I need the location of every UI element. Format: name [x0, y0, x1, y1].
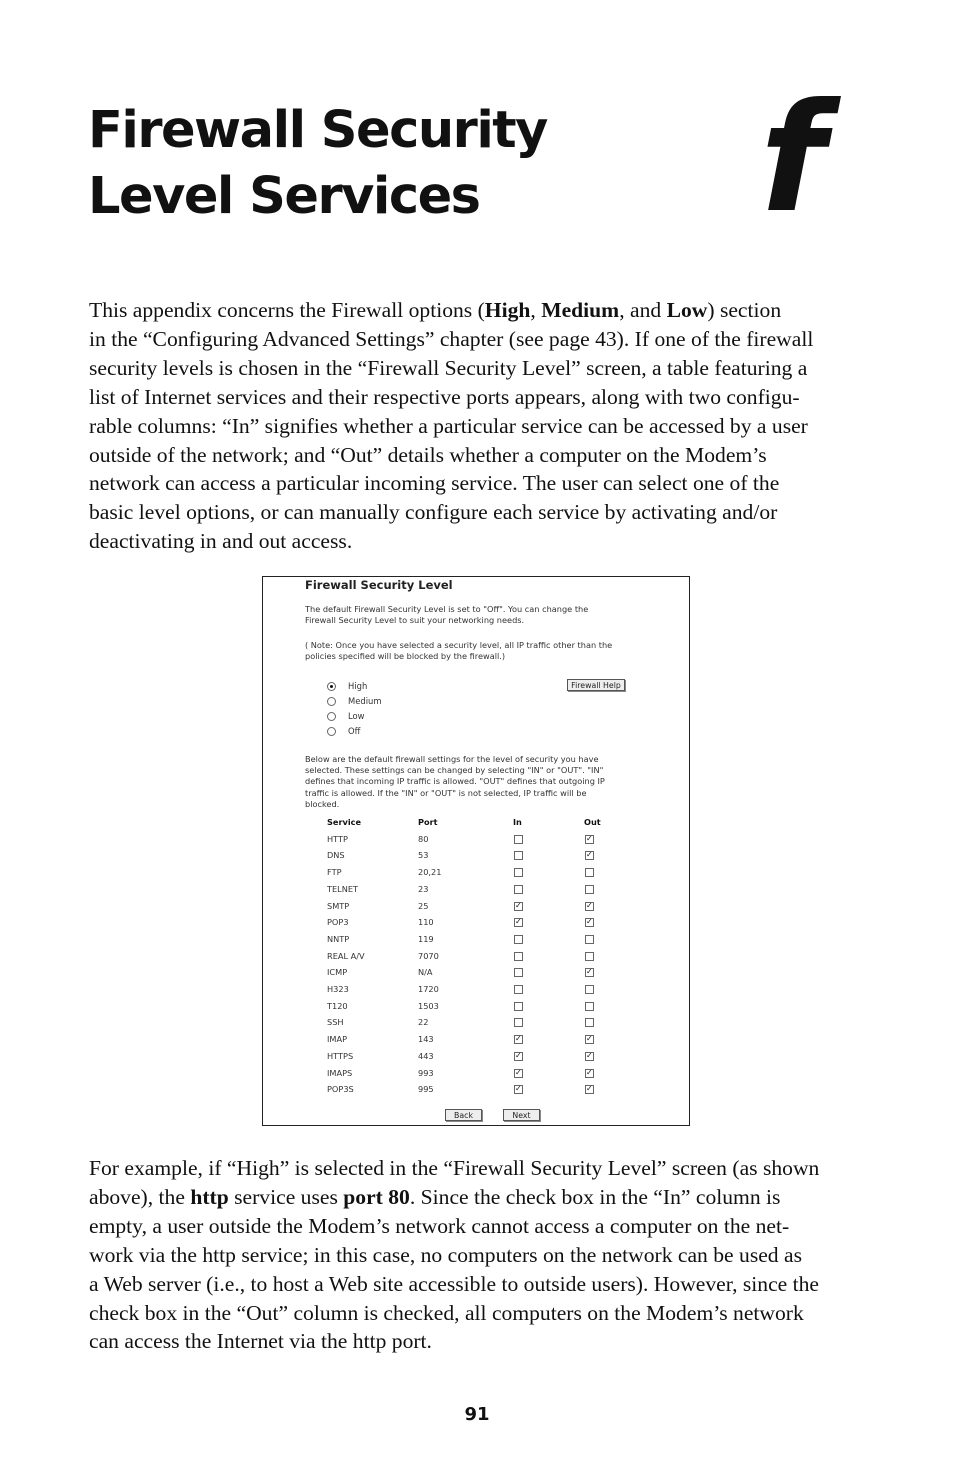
- screen-explanation: [305, 754, 605, 810]
- in-checkbox[interactable]: [514, 1035, 523, 1044]
- service-name: NNTP: [327, 933, 350, 944]
- note-line: policies specified will be blocked by the firewall.): [305, 651, 506, 662]
- service-port: 80: [418, 833, 429, 844]
- out-checkbox[interactable]: [585, 835, 594, 844]
- example-paragraph: [89, 1154, 879, 1356]
- radio-button[interactable]: [327, 727, 336, 736]
- out-checkbox[interactable]: [585, 968, 594, 977]
- service-port: 995: [418, 1084, 434, 1095]
- table-row: [327, 834, 627, 846]
- service-port: 119: [418, 933, 434, 944]
- service-port: 143: [418, 1034, 434, 1045]
- service-port: 20,21: [418, 867, 442, 878]
- in-checkbox[interactable]: [514, 1085, 523, 1094]
- text-run: in the “Configuring Advanced Settings” chapter (see page 43). If one of the firewall: [89, 326, 814, 351]
- text-line: [89, 296, 879, 325]
- service-name: FTP: [327, 867, 342, 878]
- out-checkbox[interactable]: [585, 868, 594, 877]
- out-checkbox[interactable]: [585, 885, 594, 894]
- desc-line: The default Firewall Security Level is set to "Off". You can change the: [305, 604, 589, 614]
- text-run: , and: [619, 298, 667, 322]
- text-run: service uses: [228, 1184, 344, 1209]
- table-row: [327, 934, 627, 946]
- text-run: . Since the check box in the “In” column is: [409, 1184, 781, 1209]
- text-run: network can access a particular incoming service. The user can select one of the: [89, 471, 780, 496]
- bold-term: http: [190, 1184, 229, 1209]
- service-name: REAL A/V: [327, 950, 365, 961]
- service-port: 7070: [418, 950, 439, 961]
- table-row: [327, 901, 627, 913]
- radio-low[interactable]: [327, 709, 365, 723]
- in-checkbox[interactable]: [514, 952, 523, 961]
- service-port: 1503: [418, 1000, 439, 1011]
- service-name: DNS: [327, 850, 345, 861]
- text-line: [89, 527, 879, 556]
- note-line: ( Note: Once you have selected a security level, all IP traffic other than the: [305, 640, 613, 650]
- radio-button[interactable]: [327, 712, 336, 721]
- chapter-title-line: Firewall Security: [88, 101, 547, 160]
- chapter-title: [88, 98, 547, 230]
- in-checkbox[interactable]: [514, 968, 523, 977]
- text-run: outside of the network; and “Out” details whether a computer on the Modem’s: [89, 442, 767, 467]
- service-port: 1720: [418, 984, 439, 994]
- col-port: Port: [418, 817, 438, 827]
- in-checkbox[interactable]: [514, 918, 523, 927]
- radio-label: High: [348, 681, 368, 691]
- text-line: [89, 383, 879, 412]
- desc-line: Firewall Security Level to suit your networking needs.: [305, 615, 525, 626]
- page-number: 91: [464, 1404, 490, 1425]
- out-checkbox[interactable]: [585, 1018, 594, 1027]
- text-run: check box in the “Out” column is checked, all computers on the Modem’s network: [89, 1300, 804, 1325]
- text-run: basic level options, or can manually configure each service by activating and/or: [89, 500, 778, 525]
- out-checkbox[interactable]: [585, 985, 594, 994]
- table-row: [327, 850, 627, 862]
- appendix-letter: f: [760, 72, 826, 246]
- text-line: [89, 1327, 879, 1356]
- col-service: Service: [327, 817, 362, 827]
- out-checkbox[interactable]: [585, 902, 594, 911]
- out-checkbox[interactable]: [585, 1002, 594, 1011]
- out-checkbox[interactable]: [585, 918, 594, 927]
- in-checkbox[interactable]: [514, 1018, 523, 1027]
- in-checkbox[interactable]: [514, 1052, 523, 1061]
- radio-label: Medium: [348, 696, 382, 706]
- text-line: [89, 469, 879, 498]
- text-run: deactivating in and out access.: [89, 529, 353, 554]
- text-run: list of Internet services and their respective ports appears, along with two configu-: [89, 384, 800, 409]
- service-name: IMAP: [327, 1034, 348, 1045]
- firewall-help-button[interactable]: Firewall Help: [567, 679, 625, 691]
- text-run: This appendix concerns the Firewall options (: [89, 298, 485, 322]
- service-name: HTTPS: [327, 1050, 354, 1061]
- col-out: Out: [584, 817, 601, 827]
- table-row: [327, 1017, 627, 1029]
- in-checkbox[interactable]: [514, 902, 523, 911]
- out-checkbox[interactable]: [585, 935, 594, 944]
- service-port: 22: [418, 1017, 429, 1028]
- service-name: TELNET: [327, 883, 359, 894]
- in-checkbox[interactable]: [514, 1002, 523, 1011]
- firewall-screenshot: [262, 576, 690, 1126]
- screen-note: [305, 640, 612, 662]
- radio-label: Low: [348, 711, 365, 721]
- table-row: [327, 1001, 627, 1013]
- service-name: ICMP: [327, 967, 348, 978]
- next-button[interactable]: Next: [503, 1109, 540, 1121]
- table-row: [327, 1084, 627, 1096]
- text-run: a Web server (i.e., to host a Web site accessible to outside users). However, since the: [89, 1271, 820, 1296]
- table-row: [327, 951, 627, 963]
- in-checkbox[interactable]: [514, 935, 523, 944]
- bold-term: Medium: [541, 298, 620, 322]
- radio-label: Off: [348, 726, 361, 736]
- text-run: can access the Internet via the http port.: [89, 1329, 432, 1354]
- bold-term: port 80: [343, 1184, 410, 1209]
- table-row: [327, 917, 627, 929]
- screen-description: [305, 604, 588, 626]
- text-line: [89, 325, 879, 354]
- text-run: security levels is chosen in the “Firewall Security Level” screen, a table featuring a: [89, 355, 808, 380]
- table-row: [327, 984, 627, 996]
- in-checkbox[interactable]: [514, 985, 523, 994]
- in-checkbox[interactable]: [514, 835, 523, 844]
- out-checkbox[interactable]: [585, 1069, 594, 1078]
- out-checkbox[interactable]: [585, 1085, 594, 1094]
- text-run: work via the http service; in this case, no computers on the network can be used as: [89, 1242, 802, 1267]
- service-name: SMTP: [327, 900, 350, 911]
- service-port: N/A: [418, 967, 433, 978]
- bold-term: High: [484, 298, 531, 322]
- text-line: [89, 1299, 879, 1328]
- in-checkbox[interactable]: [514, 885, 523, 894]
- text-line: [89, 412, 879, 441]
- text-run: For example, if “High” is selected in the “Firewall Security Level” screen (as shown: [89, 1156, 820, 1180]
- explanation-line: traffic is allowed. If the "IN" or "OUT" is not selected, IP traffic will be: [305, 787, 587, 798]
- intro-paragraph: [89, 296, 879, 556]
- in-checkbox[interactable]: [514, 868, 523, 877]
- text-line: [89, 1212, 879, 1241]
- chapter-title-line: Level Services: [88, 167, 480, 226]
- table-header: [327, 817, 627, 829]
- radio-off[interactable]: [327, 724, 360, 738]
- text-line: [89, 441, 879, 470]
- service-name: H323: [327, 984, 349, 994]
- text-run: ) section: [707, 298, 782, 322]
- text-run: rable columns: “In” signifies whether a particular service can be accessed by a user: [89, 413, 808, 438]
- service-name: POP3S: [327, 1084, 354, 1095]
- text-line: [89, 498, 879, 527]
- radio-medium[interactable]: [327, 694, 382, 708]
- radio-high[interactable]: [327, 679, 367, 693]
- text-line: [89, 1270, 879, 1299]
- service-name: SSH: [327, 1017, 344, 1028]
- text-run: empty, a user outside the Modem’s network cannot access a computer on the net-: [89, 1213, 790, 1238]
- text-line: [89, 1154, 879, 1183]
- out-checkbox[interactable]: [585, 952, 594, 961]
- explanation-line: defines that incoming IP traffic is allowed. "OUT" defines that outgoing IP: [305, 776, 605, 787]
- explanation-line: selected. These settings can be changed by selecting "IN" or "OUT". "IN": [305, 765, 604, 776]
- back-button[interactable]: Back: [445, 1109, 482, 1121]
- service-name: POP3: [327, 917, 349, 928]
- table-row: [327, 1034, 627, 1046]
- table-row: [327, 1068, 627, 1080]
- radio-button[interactable]: [327, 697, 336, 706]
- explanation-line: Below are the default firewall settings for the level of security you have: [305, 754, 599, 764]
- bold-term: Low: [666, 298, 708, 322]
- service-port: 23: [418, 883, 429, 894]
- out-checkbox[interactable]: [585, 1052, 594, 1061]
- service-port: 993: [418, 1067, 434, 1078]
- text-line: [89, 354, 879, 383]
- out-checkbox[interactable]: [585, 851, 594, 860]
- col-in: In: [513, 817, 522, 827]
- service-name: T120: [327, 1000, 348, 1011]
- service-name: HTTP: [327, 833, 348, 844]
- in-checkbox[interactable]: [514, 851, 523, 860]
- text-run: above), the: [89, 1184, 191, 1209]
- table-row: [327, 967, 627, 979]
- table-row: [327, 1051, 627, 1063]
- explanation-line: blocked.: [305, 798, 340, 809]
- table-row: [327, 884, 627, 896]
- service-name: IMAPS: [327, 1067, 353, 1078]
- screen-title: Firewall Security Level: [305, 578, 453, 592]
- out-checkbox[interactable]: [585, 1035, 594, 1044]
- service-port: 25: [418, 900, 429, 911]
- radio-button[interactable]: [327, 682, 336, 691]
- text-line: [89, 1241, 879, 1270]
- text-line: [89, 1183, 879, 1212]
- service-port: 443: [418, 1050, 434, 1061]
- text-run: ,: [530, 298, 542, 322]
- service-port: 53: [418, 850, 429, 861]
- service-port: 110: [418, 917, 434, 928]
- in-checkbox[interactable]: [514, 1069, 523, 1078]
- table-row: [327, 867, 627, 879]
